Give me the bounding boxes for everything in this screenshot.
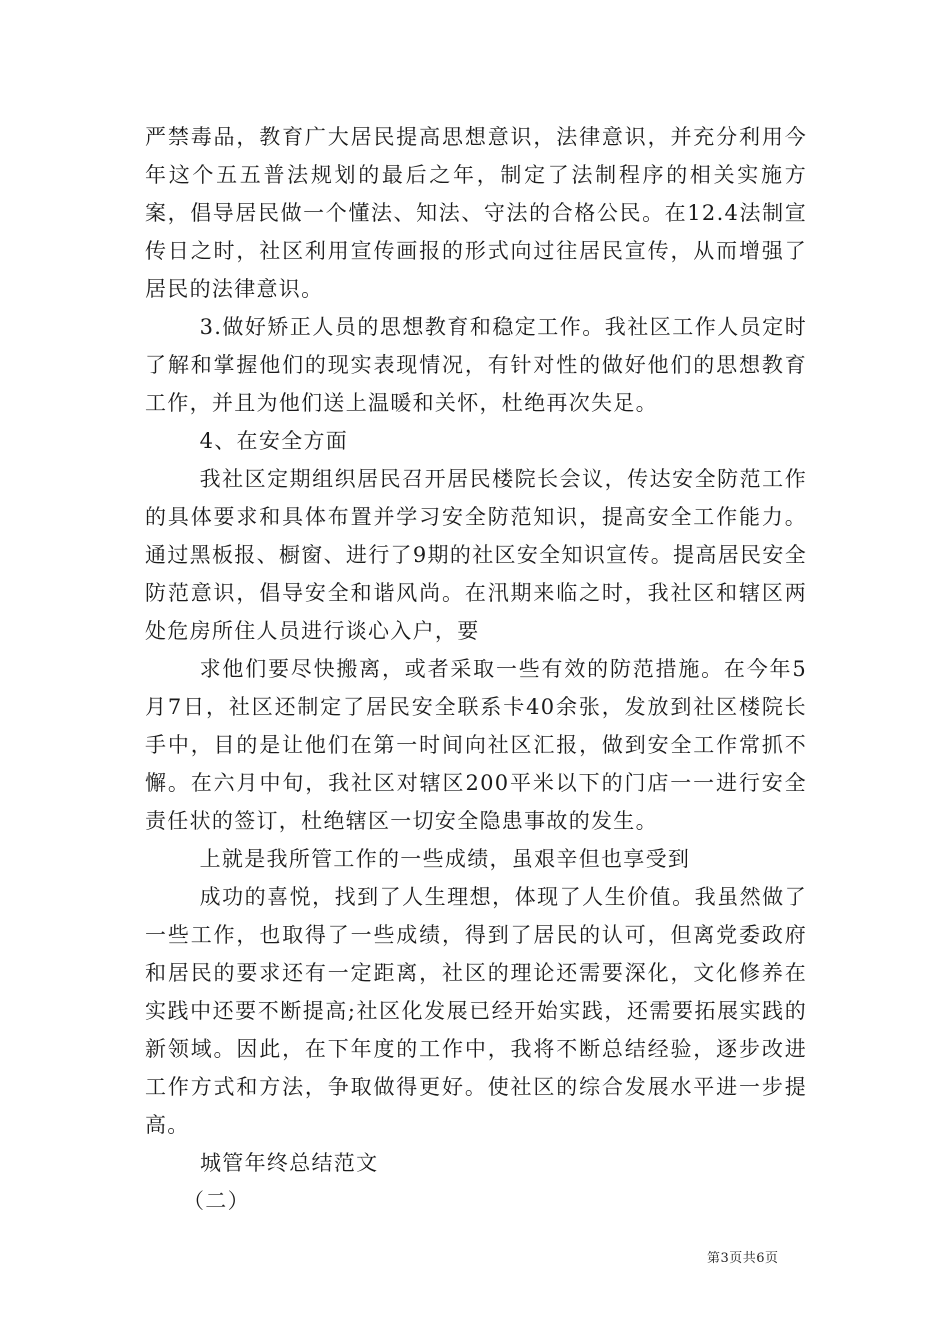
paragraph-legal-awareness: 严禁毒品，教育广大居民提高思想意识，法律意识，并充分利用今年这个五五普法规划的最后之年，制定了法制程序的相关实施方案，倡导居民做一个懂法、知法、守法的合格公民。在12.4法制宣传日之时，社区利用宣传画报的形式向过往居民宣传，从而增强了居民的法律意识。 bbox=[145, 125, 807, 301]
page-number-footer: 第3页共6页 bbox=[707, 1251, 779, 1266]
paragraph-correction-personnel: 3.做好矫正人员的思想教育和稳定工作。我社区工作人员定时了解和掌握他们的现实表现情况，有针对性的做好他们的思想教育工作，并且为他们送上温暖和关怀，杜绝再次失足。 bbox=[145, 315, 807, 415]
section-title: 城管年终总结范文 bbox=[200, 1151, 379, 1175]
section-subtitle: （二） bbox=[183, 1189, 250, 1213]
document-body bbox=[145, 118, 807, 1220]
paragraph-achievements-intro: 上就是我所管工作的一些成绩，虽艰辛但也享受到 bbox=[199, 847, 691, 871]
paragraph-safety-heading: 4、在安全方面 bbox=[199, 429, 349, 453]
paragraph-safety-measures: 求他们要尽快搬离，或者采取一些有效的防范措施。在今年5月7日，社区还制定了居民安全联系卡40余张，发放到社区楼院长手中，目的是让他们在第一时间向社区汇报，做到安全工作常抓不懈。在六月中旬，我社区对辖区200平米以下的门店一一进行安全责任状的签订，杜绝辖区一切安全隐患事故的发生。 bbox=[145, 657, 807, 833]
paragraph-achievements-summary: 成功的喜悦，找到了人生理想，体现了人生价值。我虽然做了一些工作，也取得了一些成绩，得到了居民的认可，但离党委政府和居民的要求还有一定距离，社区的理论还需要深化，文化修养在实践中还要不断提高;社区化发展已经开始实践，还需要拓展实践的新领域。因此，在下年度的工作中，我将不断总结经验，逐步改进工作方式和方法，争取做得更好。使社区的综合发展水平进一步提高。 bbox=[145, 885, 807, 1137]
paragraph-safety-meetings: 我社区定期组织居民召开居民楼院长会议，传达安全防范工作的具体要求和具体布置并学习安全防范知识，提高安全工作能力。通过黑板报、橱窗、进行了9期的社区安全知识宣传。提高居民安全防范意识，倡导安全和谐风尚。在汛期来临之时，我社区和辖区两处危房所住人员进行谈心入户，要 bbox=[145, 467, 807, 643]
